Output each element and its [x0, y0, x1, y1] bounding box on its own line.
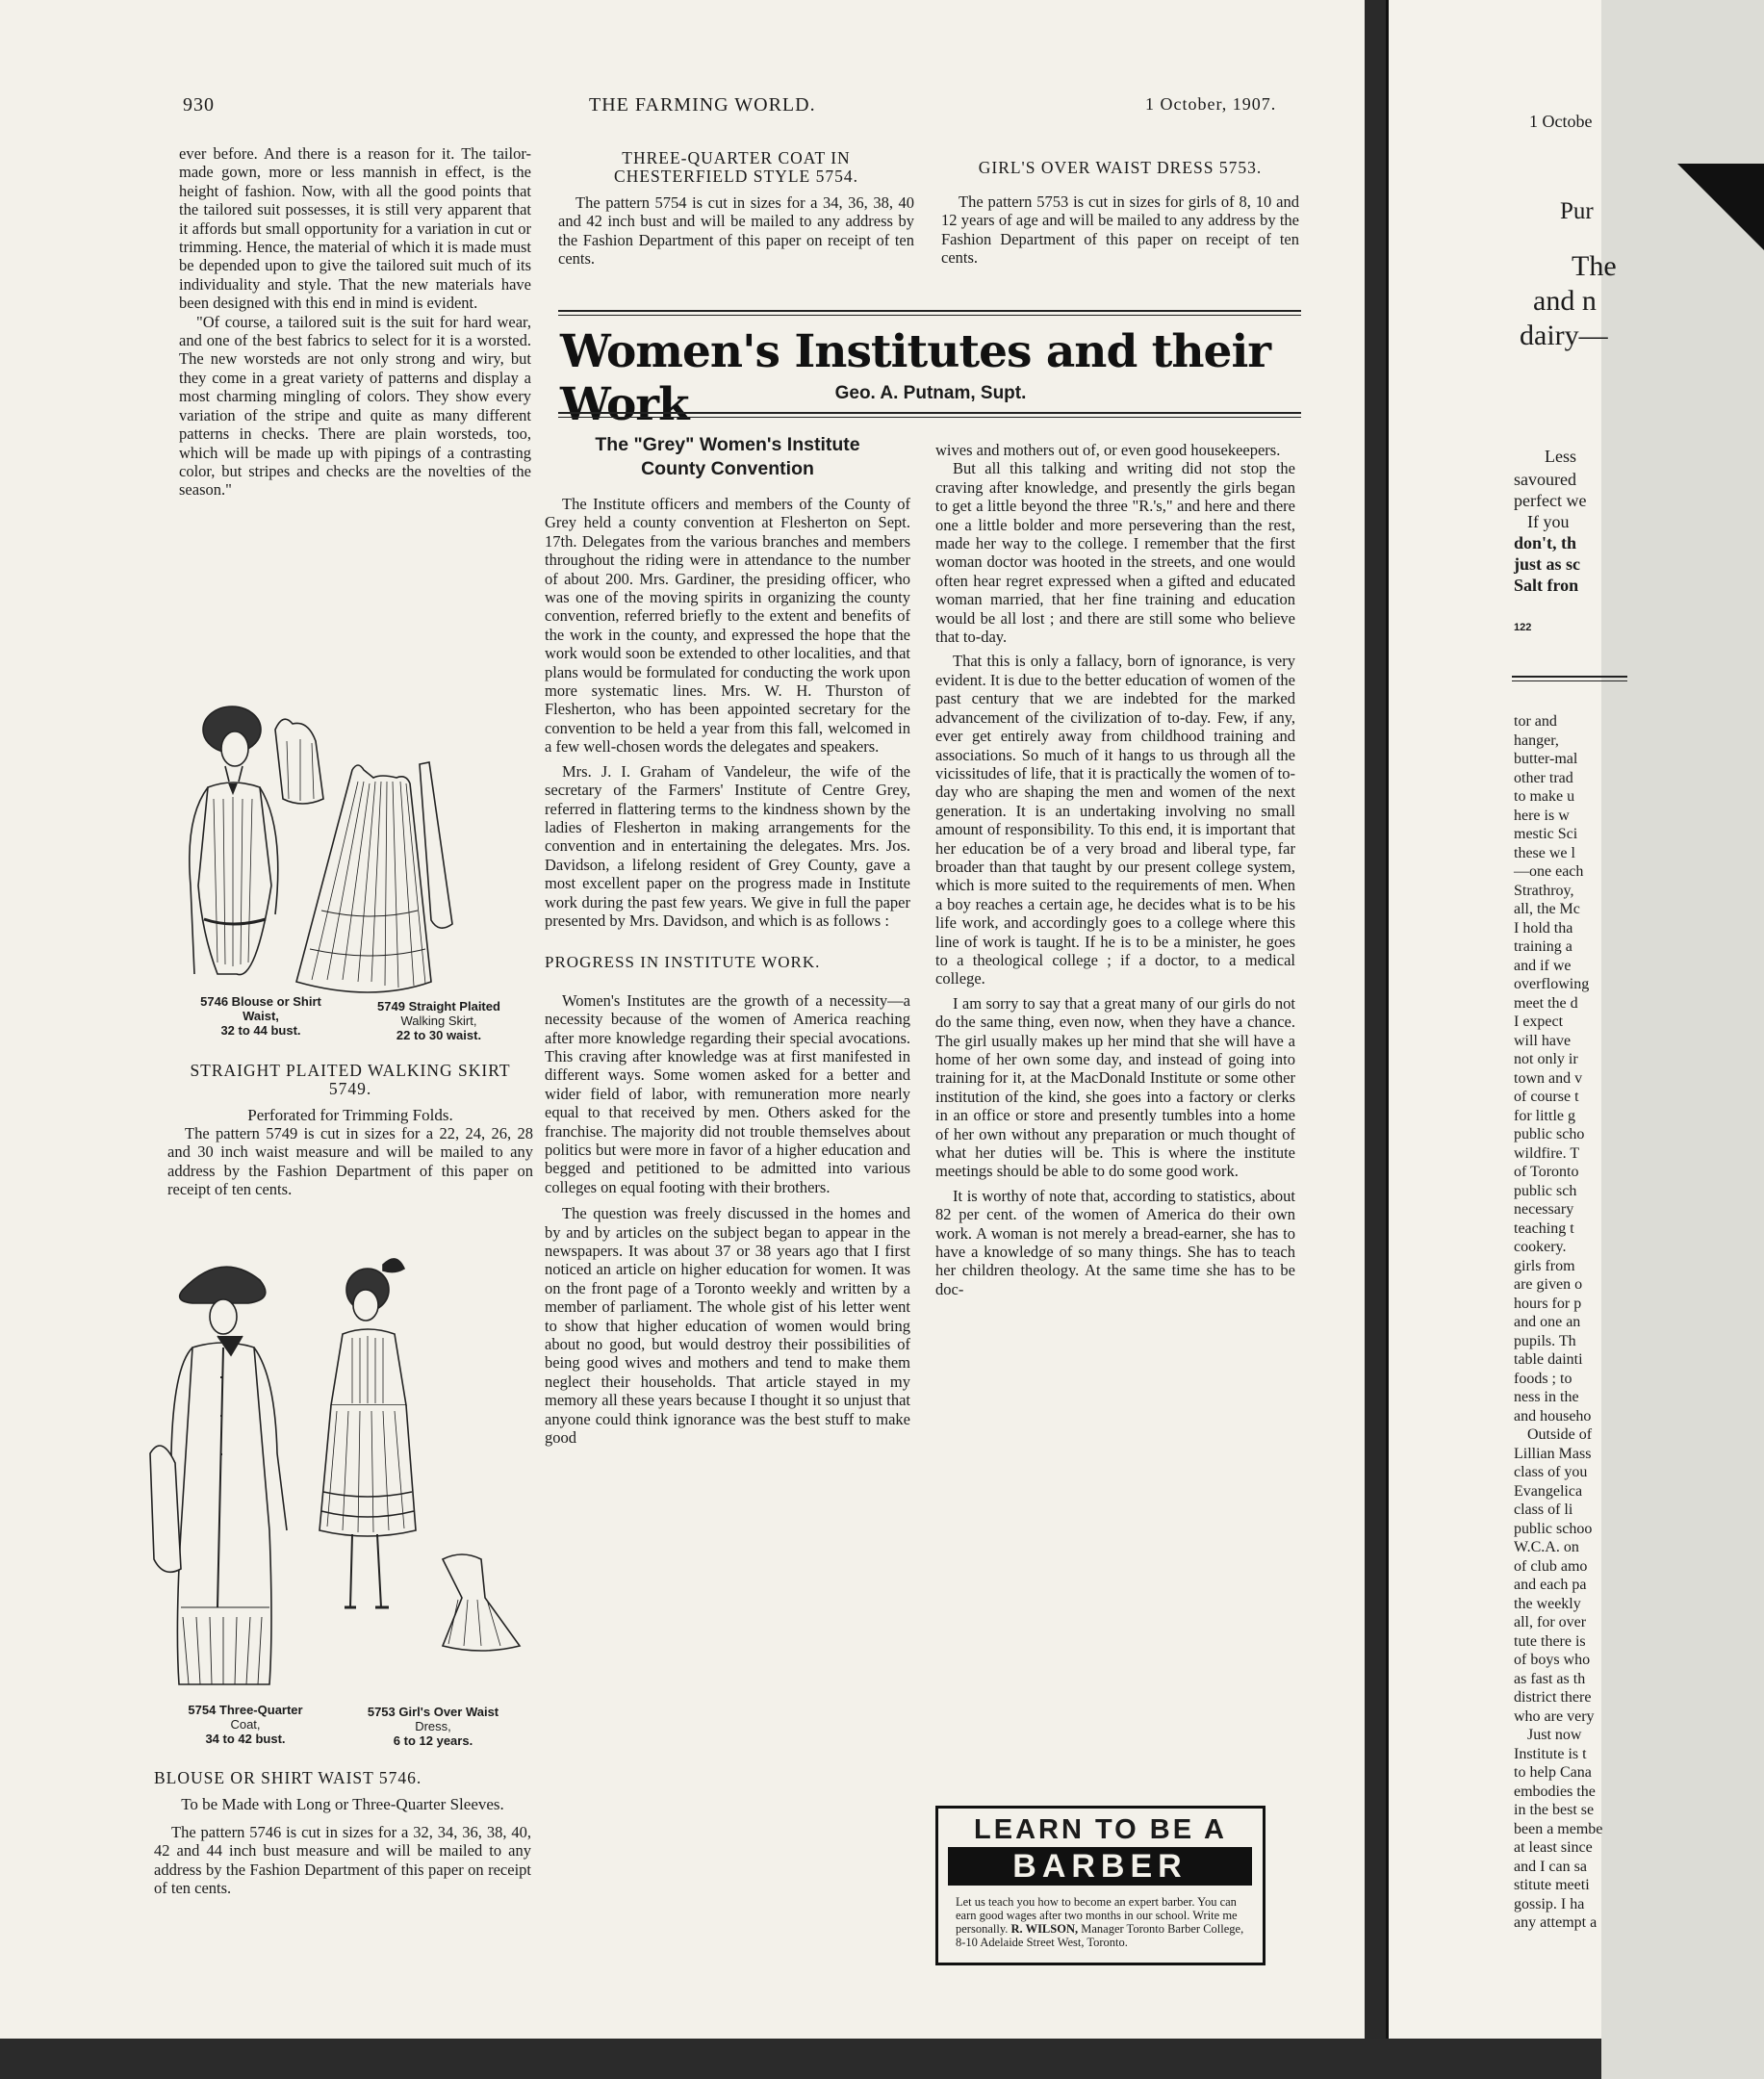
ad-fragment: 122 [1514, 622, 1532, 633]
blouse-pattern-title: BLOUSE OR SHIRT WAIST 5746. [154, 1768, 422, 1787]
blouse-and-skirt-illustration [179, 693, 531, 993]
caption-line: 6 to 12 years. [393, 1733, 473, 1748]
facing-line: foods ; to [1514, 1370, 1572, 1387]
section-banner-title: Women's Institutes and their Work [560, 325, 1271, 431]
caption-line: 5754 Three-Quarter [188, 1703, 303, 1717]
issue-date: 1 October, 1907. [1145, 94, 1277, 114]
caption-line: 5753 Girl's Over Waist [367, 1705, 499, 1719]
scan-bottom-edge [0, 2039, 1601, 2079]
article-paragraph: It is worthy of note that, according to statistics, about 82 per cent. of the women of America do their own work. A woman is not merely a bread-earner, she has to have a knowledge of so many things. She has to teach her children theology. At the same time she has to be doc- [935, 1186, 1295, 1298]
facing-line: public scho [1514, 1126, 1585, 1142]
ad-fragment: Pur [1560, 198, 1594, 224]
salt-advertisement-fragment [1514, 142, 1629, 662]
facing-page-header: 1 Octobe [1529, 112, 1593, 131]
facing-line: cookery. [1514, 1239, 1567, 1255]
girl-dress-pattern-section [941, 159, 1299, 268]
facing-line: been a membe [1514, 1820, 1603, 1837]
section-byline: Geo. A. Putnam, Supt. [834, 383, 1027, 403]
skirt-pattern-body: The pattern 5749 is cut in sizes for a 22, 24, 26, 28 and 30 inch waist measure and will be mailed to any address by the Fashion Department of this paper on receipt of ten cents. [167, 1124, 533, 1199]
facing-line: in the best se [1514, 1802, 1595, 1818]
facing-line: any attempt a [1514, 1914, 1598, 1931]
figure-caption-5749 [346, 999, 531, 1042]
facing-line: girls from [1514, 1257, 1575, 1274]
facing-line: teaching t [1514, 1219, 1574, 1237]
ad-fragment: savoured [1514, 470, 1576, 489]
facing-line: gossip. I ha [1514, 1895, 1585, 1912]
facing-line: embodies the [1514, 1783, 1596, 1800]
facing-line: other trad [1514, 769, 1573, 786]
facing-line: and househo [1514, 1407, 1592, 1424]
caption-line: 22 to 30 waist. [396, 1028, 482, 1042]
skirt-pattern-section [167, 1062, 533, 1199]
facing-line: meet the d [1514, 994, 1578, 1012]
facing-line: and if we [1514, 957, 1572, 974]
facing-line: tor and [1514, 713, 1557, 730]
caption-line: 5746 Blouse or Shirt [200, 994, 321, 1009]
figure-caption-5754 [154, 1703, 337, 1746]
facing-line: to help Cana [1514, 1764, 1592, 1781]
barber-college-advertisement [935, 1806, 1265, 1965]
article-left-column [545, 433, 910, 1448]
facing-line: hours for p [1514, 1295, 1582, 1312]
caption-line: Coat, [230, 1717, 261, 1732]
article-paragraph: wives and mothers out of, or even good housekeepers. [935, 441, 1281, 459]
caption-line: 5749 Straight Plaited [377, 999, 500, 1014]
article-paragraph: Mrs. J. I. Graham of Vandeleur, the wife of the secretary of the Farmers' Institute of Centre Grey, referred in flattering terms to the kindness shown by the ladies of Flesherton in making arrangements for the convention and in entertaining the delegates. Mrs. Jos. Davidson, a lifelong resident of Grey County, gave a most excellent paper on the progress made in Institute work during the past few years. We give in full the paper presented by Mrs. Davidson, and which is as follows : [545, 761, 910, 930]
facing-page [1386, 0, 1617, 2079]
article-paragraph: Women's Institutes are the growth of a necessity—a necessity because of the women of America reaching after more knowledge regarding their special avocations. This craving after knowledge was at first manifested in different ways. Some women asked for a better and wider field of labor, with remuneration more nearly equal to that received by men. Others asked for the franchise. The majority did not trouble themselves about politics but were more in favor of a higher education and begged and petitioned to be admitted into various colleges on equal footing with their brothers. [545, 990, 910, 1196]
facing-line: district there [1514, 1689, 1592, 1706]
facing-line: butter-mal [1514, 751, 1578, 767]
ad-headline: LEARN TO BE A [974, 1814, 1227, 1845]
facing-line: all, the Mc [1514, 901, 1580, 917]
facing-line: mestic Sci [1514, 826, 1578, 842]
facing-line: all, for over [1514, 1614, 1587, 1630]
facing-line: at least since [1514, 1839, 1593, 1856]
facing-line: of boys who [1514, 1652, 1591, 1668]
caption-line: 32 to 44 bust. [220, 1023, 301, 1038]
facing-line: these we l [1514, 844, 1575, 861]
article-paragraph: But all this talking and writing did not stop the craving after knowledge, and presently the girls began to get a little beyond the three "R.'s," and here and there one a little bolder and more persevering than the rest, made her way to the college. I remember that the first woman doctor was hooted in the streets, and one would often hear regret expressed when a gifted and educated woman married, that her fine training and education would be all lost ; and there are still some who believe that to-day. [935, 459, 1295, 647]
ad-fragment: don't, th [1514, 533, 1577, 552]
caption-line: Walking Skirt, [400, 1014, 477, 1028]
facing-line: of club amo [1514, 1557, 1588, 1575]
ad-fragment: just as sc [1514, 554, 1581, 574]
facing-line: are given o [1514, 1276, 1583, 1293]
ad-glyph [1677, 164, 1764, 250]
article-paragraph: That this is only a fallacy, born of ignorance, is very evident. It is due to the better education of women of the past century that we are indebted for the marked advancement of the civilization of to-day. Few, if any, ever get entirely away from childhood training and associations. So much of it hangs to us through all the vicissitudes of life, that it is practically the women of to-day who are shaping the men and women of the next generation. It is an undertaking involving no small amount of responsibility. To this end, it is important that her education be of a very broad and liberal type, far broader than that taught by our present college system, which is more suited to the requirements of men. When a boy reaches a certain age, he decides what is to be his life work, and accordingly goes to a college where this line of work is taught. If he is to be a minister, he goes to a theological college ; if a doctor, to a medical college. [935, 652, 1295, 988]
section-divider [558, 412, 1301, 418]
blouse-pattern-body: The pattern 5746 is cut in sizes for a 32, 34, 36, 38, 40, 42 and 44 inch bust measure and will be mailed to any address by the Fashion Department of this paper on receipt of ten cents. [154, 1823, 531, 1898]
blouse-pattern-section [154, 1769, 531, 1898]
page-number: 930 [183, 94, 215, 116]
article-right-column [935, 441, 1295, 1298]
facing-line: class of you [1514, 1464, 1588, 1480]
intro-paragraph: "Of course, a tailored suit is the suit for hard wear, and one of the best fabrics to select for it is a worsted. The new worsteds are not only strong and wiry, but they come in a great variety of patterns and display a most charming mingling of colors. They show every variation of the stripe and quite as many different patterns in checks. There are plain worsteds, too, which will be made up with pipings of a contrasting color, but stripes and checks are the novelties of the season." [179, 312, 531, 500]
column-1-intro [179, 144, 531, 500]
book-gutter [1365, 0, 1386, 2079]
facing-line: here is w [1514, 807, 1570, 824]
publication-title: THE FARMING WORLD. [589, 94, 816, 116]
facing-line: hanger, [1514, 732, 1559, 749]
facing-line: training a [1514, 938, 1572, 955]
progress-heading: PROGRESS IN INSTITUTE WORK. [545, 953, 821, 972]
ad-fragment: and n [1533, 285, 1597, 317]
facing-line: —one each [1514, 863, 1584, 880]
ad-fragment: Salt fron [1514, 576, 1579, 595]
ad-fragment: If you [1527, 512, 1570, 531]
facing-line: wildfire. T [1514, 1144, 1580, 1162]
facing-line: of Toronto [1514, 1164, 1579, 1180]
ad-body-text: Manager Toronto Barber College, 8-10 Adelaide Street West, Toronto. [956, 1922, 1244, 1949]
facing-line: Lillian Mass [1514, 1445, 1592, 1462]
facing-line: public schoo [1514, 1520, 1593, 1537]
facing-line: table dainti [1514, 1351, 1583, 1368]
facing-line: and each pa [1514, 1577, 1587, 1593]
facing-line: I hold tha [1514, 919, 1573, 937]
facing-line: public sch [1514, 1182, 1577, 1199]
article-paragraph: I am sorry to say that a great many of our girls do not do the same thing, even now, when they have a chance. The girl usually makes up her mind that she will have a home of her own some day, and instead of going into training for it, at the MacDonald Institute or some other institution of the kind, she goes into a factory or clerks in an office or store and presently tumbles into a home of her own without any preparation or much thought of what her duties will be. This is where the institute meetings should be able to do some good work. [935, 993, 1295, 1181]
facing-line: Just now [1527, 1727, 1582, 1743]
facing-page-divider [1512, 676, 1627, 681]
ad-contact-name: R. WILSON, [1010, 1922, 1079, 1936]
ad-fragment: Less [1545, 447, 1576, 466]
facing-line: Strathroy, [1514, 882, 1574, 899]
facing-line: as fast as th [1514, 1670, 1586, 1687]
facing-line: overflowing [1514, 976, 1590, 992]
caption-line: 34 to 42 bust. [205, 1732, 286, 1746]
facing-line: Institute is t [1514, 1745, 1587, 1762]
facing-line: stitute meeti [1514, 1877, 1590, 1893]
facing-line: necessary [1514, 1201, 1574, 1218]
ad-body [956, 1895, 1244, 1949]
facing-line: class of li [1514, 1502, 1573, 1518]
facing-line: ness in the [1514, 1389, 1579, 1405]
ad-fragment: The [1572, 250, 1617, 282]
figure-caption-5753 [337, 1705, 529, 1748]
ad-fragment: dairy— [1520, 320, 1608, 351]
skirt-pattern-subtitle: Perforated for Trimming Folds. [247, 1106, 453, 1124]
figure-caption-5746 [179, 994, 343, 1038]
section-divider [558, 310, 1301, 316]
facing-line: Outside of [1527, 1426, 1593, 1443]
facing-line: and one an [1514, 1314, 1581, 1330]
facing-line: town and v [1514, 1069, 1583, 1087]
facing-line: will have [1514, 1032, 1572, 1049]
blouse-pattern-subtitle: To be Made with Long or Three-Quarter Sleeves. [181, 1795, 504, 1813]
coat-pattern-body: The pattern 5754 is cut in sizes for a 34, 36, 38, 40 and 42 inch bust and will be mailed to any address by the Fashion Department of this paper on receipt of ten cents. [558, 193, 914, 269]
facing-line: tute there is [1514, 1632, 1586, 1650]
girl-dress-pattern-title: GIRL'S OVER WAIST DRESS 5753. [978, 158, 1263, 177]
caption-line: Waist, [243, 1009, 279, 1023]
ad-headline-barber: BARBER [948, 1847, 1252, 1886]
ad-fragment: perfect we [1514, 491, 1587, 510]
facing-line: I expect [1514, 1014, 1564, 1030]
facing-line: Evangelica [1514, 1482, 1583, 1500]
facing-line: of course t [1514, 1089, 1579, 1105]
intro-paragraph: ever before. And there is a reason for it. The tailor-made gown, more or less mannish in effect, is the height of fashion. Now, with all the good points that the tailored suit possesses, it is still very apparent that it affords but small opportunity for a variation in cut or trimming. Hence, the material of which it is made must be depended upon to give the tailored suit much of its individuality and style. That the new materials have been designed with this end in mind is evident. [179, 144, 531, 313]
facing-line: to make u [1514, 788, 1575, 805]
facing-line: pupils. Th [1514, 1332, 1576, 1349]
coat-and-dress-illustration [154, 1242, 529, 1700]
facing-line: for little g [1514, 1107, 1575, 1124]
article-title: The "Grey" Women's Institute County Convention [595, 434, 860, 479]
caption-line: Dress, [415, 1719, 451, 1733]
facing-line: W.C.A. on [1514, 1539, 1579, 1555]
article-paragraph: The Institute officers and members of the County of Grey held a county convention at Flesherton on Sept. 17th. Delegates from the various branches and members throughout the riding were in attendance to the number of about 200. Mrs. Gardiner, the presiding officer, who was one of the moving spirits in organizing the county convention, referred briefly to the extent and benefits of the work in the county, and expressed the hope that the work would soon be extended to other localities, and that plans would be formulated for conducting the work upon more systematic lines. Mrs. W. H. Thurston of Flesherton, who has been appointed secretary for the convention to be held a year from this fall, welcomed in a few well-chosen words the delegates and speakers. [545, 495, 910, 757]
facing-line: who are very [1514, 1707, 1595, 1725]
girl-dress-pattern-body: The pattern 5753 is cut in sizes for girls of 8, 10 and 12 years of age and will be mailed to any address by the Fashion Department of this paper on receipt of ten cents. [941, 192, 1299, 268]
facing-page-column [1514, 712, 1602, 1933]
skirt-pattern-title: STRAIGHT PLAITED WALKING SKIRT 5749. [190, 1061, 511, 1098]
article-paragraph: The question was freely discussed in the homes and by and by articles on the subject began to appear in the newspapers. It was about 37 or 38 years ago that I first noticed an article on higher education for women. It was on the front page of a Toronto weekly and written by a member of parliament. The whole gist of his letter went to show that higher education of women would bring about no good, but would destroy their possibilities of being good wives and mothers and tend to make them neglect their households. That article stayed in my memory all these years because I thought it so unjust that anyone could think ignorance was the best stuff to make good [545, 1204, 910, 1448]
facing-line: the weekly [1514, 1595, 1581, 1612]
facing-line: not only ir [1514, 1051, 1578, 1067]
ad-body-text: Let us teach you how to become an expert barber. You can earn good wages after two months in our school. Write me personally. [956, 1895, 1238, 1936]
coat-pattern-section [558, 149, 914, 269]
coat-pattern-title: THREE-QUARTER COAT IN CHESTERFIELD STYLE 5754. [614, 148, 858, 186]
facing-line: and I can sa [1514, 1858, 1587, 1875]
